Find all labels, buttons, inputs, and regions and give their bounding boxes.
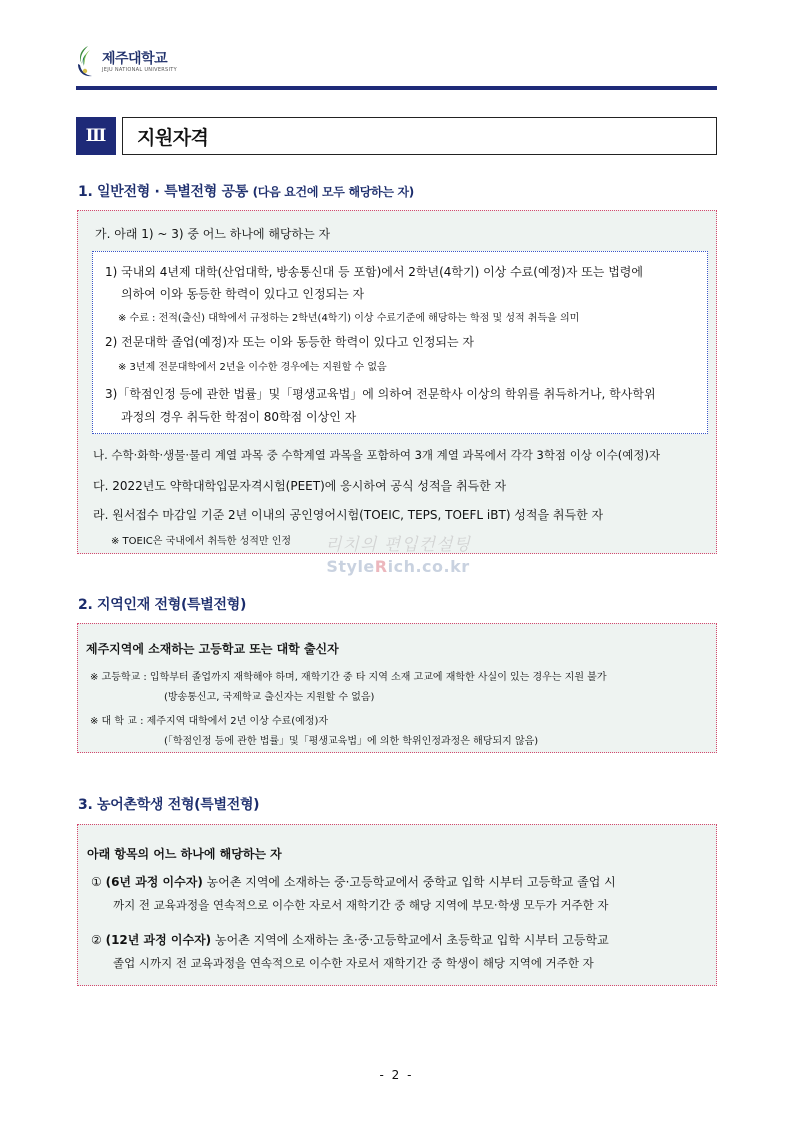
s3-box (77, 824, 717, 986)
s2-university-line1: ※ 대 학 교 : 제주지역 대학에서 2년 이상 수료(예정)자 (90, 716, 329, 727)
s1-sub-3-line1: 3)「학점인정 등에 관한 법률」및「평생교육법」에 의하여 전문학사 이상의 학위를 취득하거나, 학사학위 (105, 387, 656, 401)
s2-lead: 제주지역에 소재하는 고등학교 또는 대학 출신자 (86, 642, 339, 656)
s1-heading: 1. 일반전형 · 특별전형 공통 (78, 184, 249, 200)
section-title: 지원자격 (122, 117, 717, 155)
university-logo (74, 44, 177, 80)
s3-item-2-text: 농어촌 지역에 소재하는 초·중·고등학교에서 초등학교 입학 시부터 고등학교 (215, 933, 609, 947)
s2-highschool-line2: (방송통신고, 국제학교 출신자는 지원할 수 없음) (164, 692, 375, 703)
s1-sub-3-line2: 과정의 경우 취득한 학점이 80학점 이상인 자 (121, 410, 357, 424)
s1-sub-2-line1: 2) 전문대학 졸업(예정)자 또는 이와 동등한 학력이 있다고 인정되는 자 (105, 335, 474, 349)
s2-university-line2: (「학점인정 등에 관한 법률」및「평생교육법」에 의한 학위인정과정은 해당되지 않음) (164, 736, 539, 747)
logo-emblem-icon (74, 44, 96, 80)
header-divider (76, 86, 717, 90)
s3-item-2-title: (12년 과정 이수자) (105, 933, 212, 947)
s2-box (77, 623, 717, 753)
logo-english-name: JEJU NATIONAL UNIVERSITY (102, 66, 178, 73)
s1-inner-box (92, 251, 708, 434)
s1-item-na: 나. 수학·화학·생물·물리 계열 과목 중 수학계열 과목을 포함하여 3개 계열 과목에서 각각 3학점 이상 이수(예정)자 (93, 448, 661, 462)
s1-sub-2-note: ※ 3년제 전문대학에서 2년을 이수한 경우에는 지원할 수 없음 (118, 362, 387, 373)
page-number: - 2 - (379, 1068, 414, 1082)
watermark-line1: 리치의 편입컨설팅 (325, 535, 471, 555)
s3-item-1-number: ① (91, 875, 102, 889)
s1-item-ra: 라. 원서접수 마감일 기준 2년 이내의 공인영어시험(TOEIC, TEPS, TOEFL iBT) 성적을 취득한 자 (93, 508, 604, 522)
s3-heading: 3. 농어촌학생 전형(특별전형) (78, 797, 260, 813)
s3-item-2-line2: 졸업 시까지 전 교육과정을 연속적으로 이수한 자로서 재학기간 중 학생이 해당 지역에 거주한 자 (113, 956, 594, 970)
s1-item-da: 다. 2022년도 약학대학입문자격시험(PEET)에 응시하여 공식 성적을 취득한 자 (93, 479, 507, 493)
s1-item-ga: 가. 아래 1) ~ 3) 중 어느 하나에 해당하는 자 (95, 227, 331, 241)
s3-item-1-title: (6년 과정 이수자) (105, 875, 203, 889)
s1-item-ra-note: ※ TOEIC은 국내에서 취득한 성적만 인정 (111, 536, 292, 547)
s3-item-2-number: ② (91, 933, 102, 947)
s1-heading-note: (다음 요건에 모두 해당하는 자) (252, 185, 414, 199)
s3-item-2-line1 (91, 931, 609, 948)
s1-sub-1-note: ※ 수료 : 전적(출신) 대학에서 규정하는 2학년(4학기) 이상 수료기준에 해당하는 학점 및 성적 취득을 의미 (118, 313, 580, 324)
s3-item-1-text: 농어촌 지역에 소재하는 중·고등학교에서 중학교 입학 시부터 고등학교 졸업 시 (206, 875, 616, 889)
watermark-line2: StyleRich.co.kr (326, 557, 470, 576)
section-header (76, 117, 717, 155)
s2-heading: 2. 지역인재 전형(특별전형) (78, 597, 247, 613)
logo-name: 제주대학교 (102, 50, 168, 67)
s1-sub-1-line1: 1) 국내외 4년제 대학(산업대학, 방송통신대 등 포함)에서 2학년(4학기) 이상 수료(예정)자 또는 법령에 (105, 265, 643, 279)
s3-lead: 아래 항목의 어느 하나에 해당하는 자 (87, 847, 282, 861)
s3-item-1-line2: 까지 전 교육과정을 연속적으로 이수한 자로서 재학기간 중 해당 지역에 부모·학생 모두가 거주한 자 (113, 898, 609, 912)
s3-item-1-line1 (91, 873, 616, 890)
s1-sub-1-line2: 의하여 이와 동등한 학력이 있다고 인정되는 자 (121, 287, 365, 301)
section-number: Ⅲ (76, 117, 116, 155)
s2-highschool-line1: ※ 고등학교 : 입학부터 졸업까지 재학해야 하며, 재학기간 중 타 지역 소재 고교에 재학한 사실이 있는 경우는 지원 불가 (90, 672, 607, 683)
watermark (318, 530, 478, 576)
s1-box (77, 210, 717, 554)
s1-heading-row (78, 181, 414, 201)
